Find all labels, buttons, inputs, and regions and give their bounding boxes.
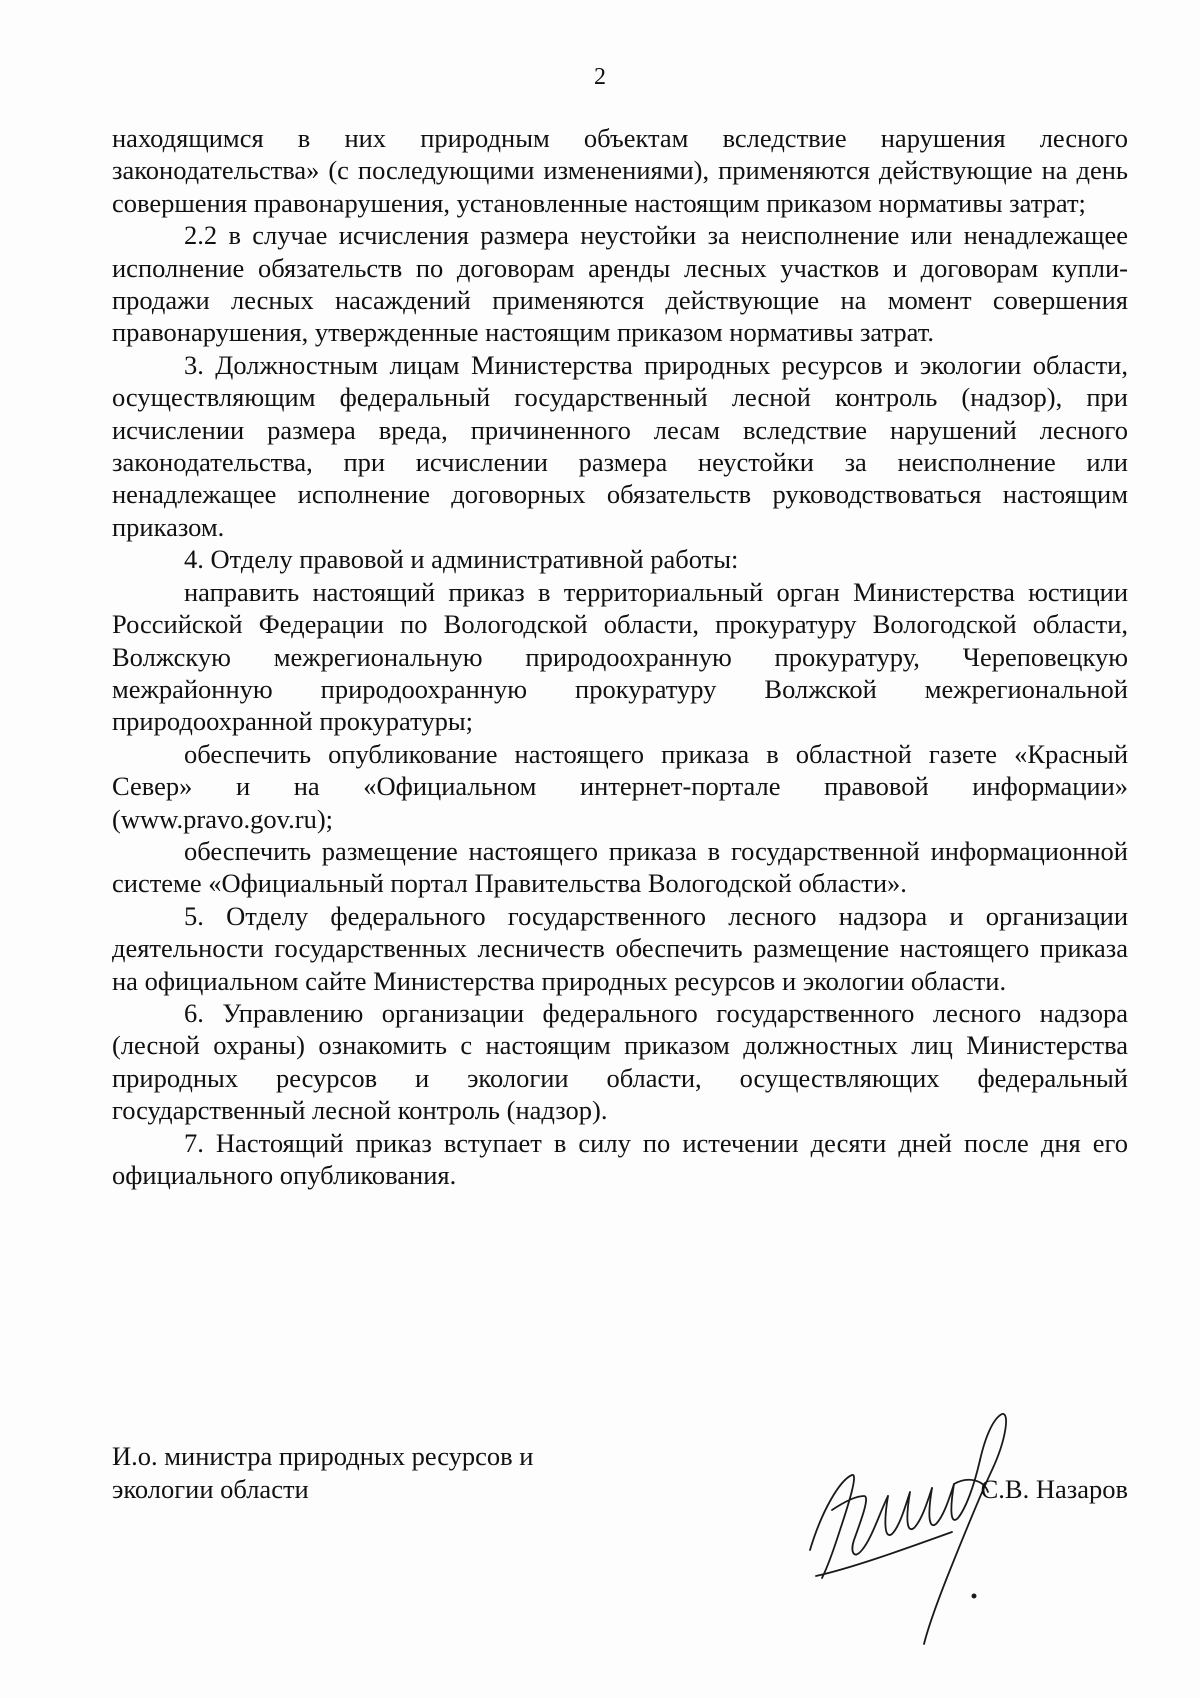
signatory-title-line: И.о. министра природных ресурсов и (112, 1441, 534, 1471)
signatory-name: С.В. Назаров (980, 1474, 1128, 1504)
document-body (112, 122, 1128, 1191)
signature-block (112, 1440, 1128, 1640)
paragraph: 3. Должностным лицам Министерства природных ресурсов и экологии области, осуществляющим федеральный государственный лесной контроль (надзор), при исчислении размера вреда, причиненного лесам вследствие нарушений лесного законодательства, при исчислении размера неустойки за неисполнение или ненадлежащее исполнение договорных обязательств руководствоваться настоящим приказом. (112, 349, 1128, 542)
paragraph: 4. Отделу правовой и административной работы: (184, 544, 739, 575)
handwritten-signature (792, 1400, 1032, 1650)
paragraph: 7. Настоящий приказ вступает в силу по истечении десяти дней после дня его официального опубликования. (112, 1127, 1128, 1190)
paragraph: обеспечить размещение настоящего приказа в государственной информационной системе «Официальный портал Правительства Вологодской области». (112, 835, 1128, 899)
page-number: 2 (594, 64, 606, 90)
paragraph: обеспечить опубликование настоящего приказа в областной газете «Красный Север» и на «Официальном интернет-портале правовой информации» (www.pravo.gov.ru); (112, 738, 1128, 834)
signatory-title (112, 1440, 632, 1506)
paragraph: 5. Отделу федерального государственного лесного надзора и организации деятельности государственных лесничеств обеспечить размещение настоящего приказа на официальном сайте Министерства природных ресурсов и экологии области. (112, 900, 1128, 996)
signatory-title-line: экологии области (112, 1474, 309, 1504)
paragraph: находящимся в них природным объектам вследствие нарушения лесного законодательства» (с последующими изменениями), применяются действующие на день совершения правонарушения, установленные настоящим приказом нормативы затрат; (112, 123, 1128, 218)
paragraph: направить настоящий приказ в территориальный орган Министерства юстиции Российской Федерации по Вологодской области, прокуратуру Вологодской области, Волжскую межрегиональную природоохранную прокуратуру, Череповецкую межрайонную природоохранную прокуратуру Волжской межрегиональной природоохранной прокуратуры; (112, 576, 1128, 737)
paragraph: 6. Управлению организации федерального государственного лесного надзора (лесной охраны) ознакомить с настоящим приказом должностных лиц Министерства природных ресурсов и экологии области, осуществляющих федеральный государственный лесной контроль (надзор). (112, 997, 1128, 1126)
paragraph: 2.2 в случае исчисления размера неустойки за неисполнение или ненадлежащее исполнение обязательств по договорам аренды лесных участков и договорам купли-продажи лесных насаждений применяются действующие на момент совершения правонарушения, утвержденные настоящим приказом нормативы затрат. (112, 220, 1128, 348)
